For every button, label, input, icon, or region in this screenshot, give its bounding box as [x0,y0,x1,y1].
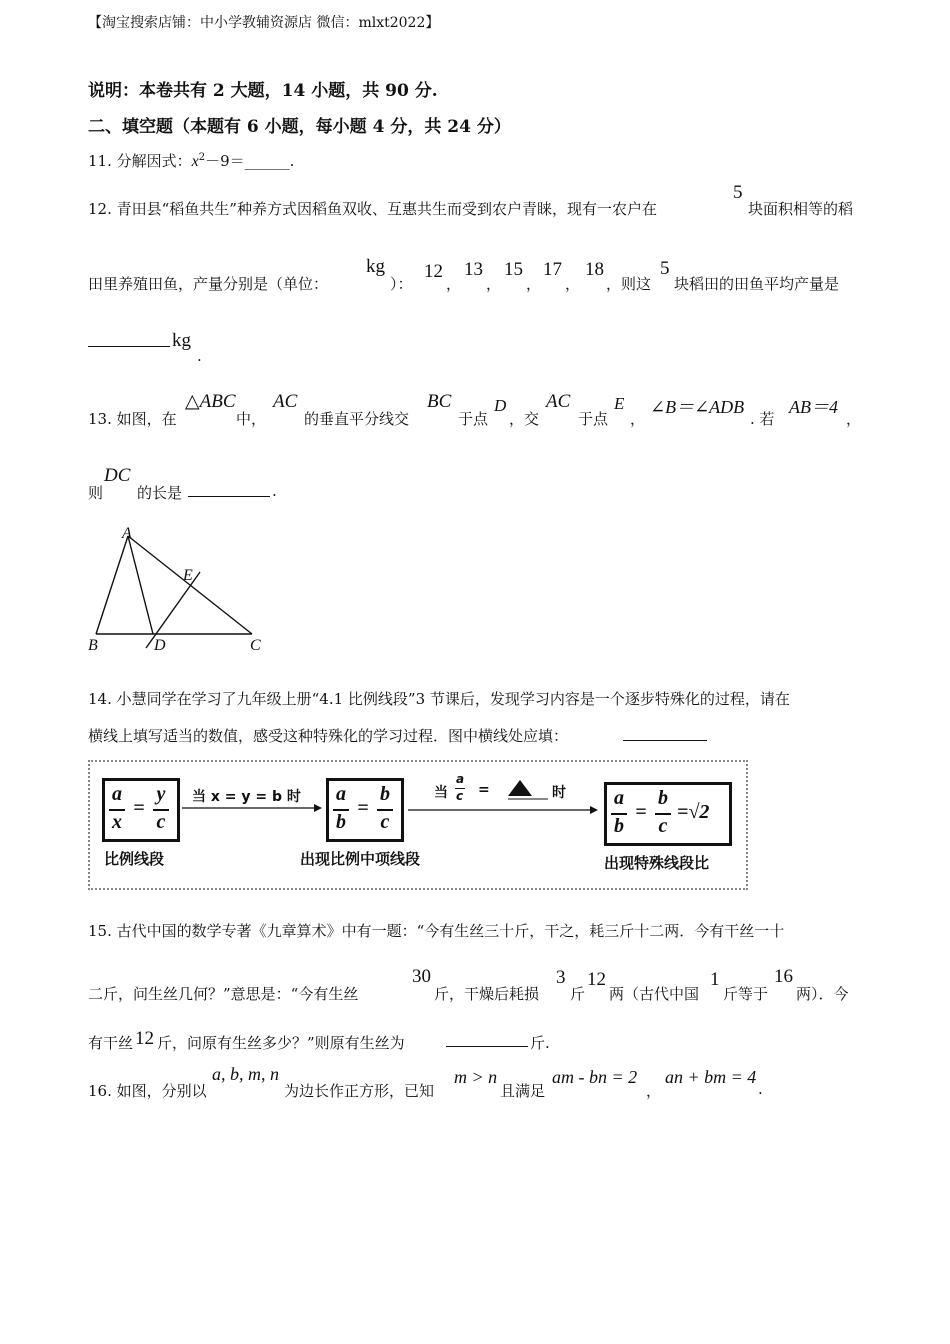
q12-line1-b: 块面积相等的稻 [748,200,854,218]
q15-line2-f: 两）．今 [796,985,849,1003]
q15-line3-a: 有干丝 [88,1034,134,1052]
box1-equals: = [133,797,145,819]
caption-proportional-segments: 比例线段 [104,850,165,868]
box2-num-1: a [336,783,346,805]
q16-comma: ， [646,1082,662,1100]
q16-period: . [758,1080,763,1098]
q13-prefix: 13. 如图，在 [88,410,177,428]
question-11 [88,150,294,171]
label-e: E [183,567,193,584]
q13-yu-2: 于点 [578,410,609,428]
arrow-1-icon [182,802,322,814]
q13-answer-blank [188,496,270,497]
box3-equals: = [635,801,647,823]
q12-comma-4: ， [565,275,581,293]
q15-line2-b: 斤，干燥后耗损 [434,985,540,1003]
arrow-2-equals: = [478,782,490,798]
q12-line1-a: 12. 青田县“稻鱼共生”种养方式因稻鱼双收、互惠共生而受到农户青睐，现有一农户在 [88,200,657,218]
q15-number-1: 1 [710,969,720,990]
q13-period: . [272,482,277,500]
q16-prefix: 16. 如图，分别以 [88,1082,207,1100]
q13-d: D [494,396,507,415]
q16-mid: 为边长作正方形，已知 [284,1082,435,1100]
q15-line1: 15. 古代中国的数学专著《九章算术》中有一题：“今有生丝三十斤，干之，耗三斤十二两．今有干丝一十 [88,922,785,940]
q16-equation-1: am - bn = 2 [552,1067,638,1087]
box2-equals: = [357,797,369,819]
process-flow-diagram [88,760,748,890]
q13-comma: ， [630,410,646,428]
q13-mid: 中， [236,410,267,428]
q12-answer-blank [88,346,170,347]
q13-perp: 的垂直平分线交 [304,410,410,428]
q12-value-3: 15 [504,259,523,280]
q11-prefix: 11. 分解因式： [88,152,192,170]
q11-var: x [191,153,199,170]
caption-mean-proportional: 出现比例中项线段 [300,850,421,868]
q12-line2-b: ）： [390,275,413,293]
box3-num-1: a [614,787,624,809]
proportion-box-2 [326,778,404,842]
q15-number-16: 16 [774,966,793,987]
box1-den-1: x [112,811,122,833]
q13-e: E [614,394,625,413]
q13-jiao: ，交 [509,410,540,428]
q12-value-4: 17 [543,259,562,280]
q12-number-5b: 5 [660,258,670,279]
q14-line1: 14. 小慧同学在学习了九年级上册“4.1 比例线段”3 节课后，发现学习内容是一个逐步特殊化的过程，请在 [88,690,790,708]
q13-yu: 于点 [458,410,489,428]
q13-triangle: △ABC [185,391,236,412]
q12-value-5: 18 [585,259,604,280]
box1-num-1: a [112,783,122,805]
arrow-1-condition: 当 x = y = b 时 [192,789,301,805]
q15-answer-blank [446,1046,528,1047]
proportion-box-1 [102,778,180,842]
label-b: B [88,637,98,654]
q12-value-1: 12 [424,261,443,282]
box2-den-1: b [336,811,346,833]
q12-number-5: 5 [733,182,743,203]
arrow-2-then: 时 [552,785,566,801]
q12-line2-c: ，则这 [606,275,652,293]
q13-comma-2: ， [846,410,862,428]
q12-unit-2: kg [172,330,191,351]
caption-special-ratio: 出现特殊线段比 [604,854,710,872]
proportion-box-3 [604,782,732,846]
q13-ab: AB＝4 [789,397,838,417]
q12-line2-a: 田里养殖田鱼，产量分别是（单位： [88,275,329,293]
q15-number-3: 3 [556,967,566,988]
q15-line2-e: 斤等于 [723,985,769,1003]
page-header: 【淘宝搜索店铺：中小学教辅资源店 微信：mlxt2022】 [88,15,440,31]
q16-equation-2: an + bm = 4 [665,1067,757,1087]
q13-bc: BC [427,391,452,412]
box2-den-2: c [380,811,390,833]
q15-number-12: 12 [587,969,606,990]
box1-num-2: y [156,783,166,805]
box3-den-1: b [614,815,624,837]
arrow-2-frac-den: c [456,789,464,803]
box3-sqrt2: =√2 [677,801,710,823]
q15-line2-c: 斤 [570,985,586,1003]
q16-condition: m > n [454,1067,498,1087]
segment-ad [128,536,153,634]
instructions: 说明：本卷共有 2 大题，14 小题，共 90 分. [88,81,438,101]
q13-dc: DC [104,465,131,486]
q12-unit: kg [366,256,385,277]
q13-ruo: . 若 [750,410,775,428]
triangle-placeholder-icon [508,778,548,800]
q11-rest: －9＝______. [205,152,295,170]
label-a: A [122,525,132,542]
q12-line2-d: 块稻田的田鱼平均产量是 [674,275,840,293]
arrow-2-when: 当 [434,785,448,801]
q12-period: . [197,347,202,365]
q16-mid-2: 且满足 [500,1082,546,1100]
q15-line3-b: 斤，问原有生丝多少？”则原有生丝为 [157,1034,405,1052]
q15-line2-d: 两（古代中国 [609,985,700,1003]
q13-ac-2: AC [546,391,571,412]
q11-exp: 2 [198,152,206,163]
q13-len: 的长是 [137,484,183,502]
q12-comma-1: ， [446,275,462,293]
q14-line2: 横线上填写适当的数值，感受这种特殊化的学习过程．图中横线处应填： [88,727,569,745]
q13-ac: AC [273,391,298,412]
q15-number-30: 30 [412,966,431,987]
q14-answer-blank [623,740,707,741]
box1-den-2: c [156,811,166,833]
q12-value-2: 13 [464,259,483,280]
box3-num-2: b [658,787,668,809]
q12-comma-3: ， [526,275,542,293]
box2-num-2: b [380,783,390,805]
q15-line2-a: 二斤，问生丝几何？”意思是：“今有生丝 [88,985,359,1003]
triangle-figure [80,522,280,662]
arrow-2-icon [408,804,598,816]
side-ab [96,536,128,634]
box3-den-2: c [658,815,668,837]
label-d: D [154,637,166,654]
label-c: C [250,637,261,654]
q16-vars: a, b, m, n [212,1064,279,1084]
q15-number-12b: 12 [135,1028,154,1049]
section-title: 二、填空题（本题有 6 小题，每小题 4 分，共 24 分） [88,117,511,137]
arrow-2-frac-num: a [456,772,465,786]
q13-ze: 则 [88,484,104,502]
q15-line3-c: 斤. [530,1034,550,1052]
q12-comma-2: ， [486,275,502,293]
q13-angle: ∠B＝∠ADB [650,397,745,417]
